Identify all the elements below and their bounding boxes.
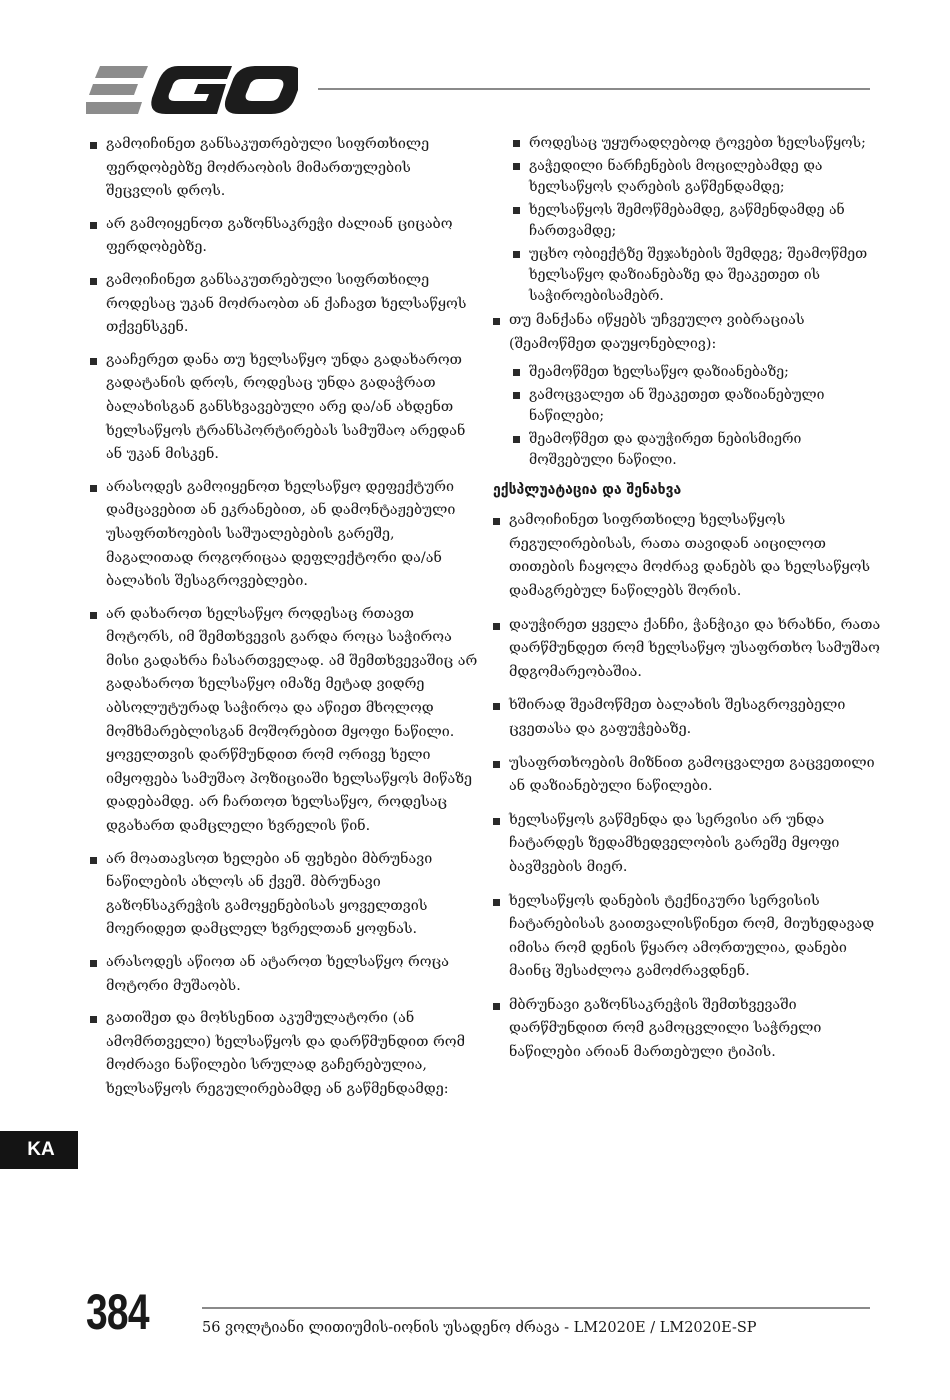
list-item: გათიშეთ და მოხსენით აკუმულატორი (ან ამომრთველი) ხელსაწყოს და დარწმუნდით რომ მოძრავი ნაწილები სრულად გაჩერებულია, ხელსაწყოს რეგულირებამდე ან გაწმენდამდე:	[90, 1007, 480, 1101]
footer-text: 56 ვოლტიანი ლითიუმის-იონის უსადენო ძრავა - LM2020E / LM2020E-SP	[202, 1320, 757, 1336]
list-item: გამოცვალეთ ან შეაკეთეთ დაზიანებული ნაწილები;	[513, 385, 883, 427]
list-item: შეამოწმეთ და დაუჭირეთ ნებისმიერი მოშვებული ნაწილი.	[513, 429, 883, 471]
vibration-item-text: თუ მანქანა იწყებს უჩვეულო ვიბრაციას (შეამოწმეთ დაუყონებლივ):	[509, 312, 805, 352]
vibration-list	[493, 309, 883, 356]
list-item: შეამოწმეთ ხელსაწყო დაზიანებაზე;	[513, 362, 883, 383]
list-item: გამოიჩინეთ სიფრთხილე ხელსაწყოს რეგულირებისას, რათა თავიდან აიცილოთ თითების ჩაყოლა მოძრავ დანებს და ხელსაწყოს დამაგრებულ ნაწილებს შორის.	[493, 509, 883, 603]
list-item: არ დახაროთ ხელსაწყო როდესაც რთავთ მოტორს, იმ შემთხვევის გარდა როცა საჭიროა მისი გადახრა ჩასართველად. ამ შემთხვევაშიც არ გადახაროთ ხელსაწყო იმაზე მეტად ვიდრე აბსოლუტურად საჭიროა და აწიეთ მხოლოდ მომხმარებლისგან მოშორებით მყოფი ნაწილი. ყოველთვის დარწმუნდით რომ ორივე ხელი იმყოფება სამუშაო პოზიციაში ხელსაწყოს მიწაზე დადებამდე. არ ჩართოთ ხელსაწყო, როდესაც დგახართ დამცლელი ხვრელის წინ.	[90, 603, 480, 839]
list-item: ხელსაწყოს გაწმენდა და სერვისი არ უნდა ჩატარდეს ზედამხედველობის გარეშე მყოფი ბავშვების მიერ.	[493, 809, 883, 880]
list-item: ხშირად შეამოწმეთ ბალახის შესაგროვებელი ცვეთასა და გაფუჭებაზე.	[493, 694, 883, 741]
list-item: გააჩერეთ დანა თუ ხელსაწყო უნდა გადახაროთ გადატანის დროს, როდესაც უნდა გადაჭრათ ბალახისგან განსხვავებული არე და/ან ახდენთ ხელსაწყოს ტრანსპორტირებას სამუშაო არედან ან უკან მისკენ.	[90, 349, 480, 467]
list-item: არ გამოიყენოთ გაზონსაკრეჭი ძალიან ციცაბო ფერდობებზე.	[90, 213, 480, 260]
ego-logo	[86, 66, 298, 114]
list-item	[493, 309, 883, 356]
list-item: როდესაც უყურადღებოდ ტოვებთ ხელსაწყოს;	[513, 133, 883, 154]
list-item: უსაფრთხოების მიზნით გამოცვალეთ გაცვეთილი ან დაზიანებული ნაწილები.	[493, 752, 883, 799]
maintenance-list	[493, 509, 883, 1064]
footer-rule	[202, 1307, 870, 1309]
left-column	[90, 133, 480, 1111]
list-item: მბრუნავი გაზონსაკრეჭის შემთხვევაში დარწმუნდით რომ გამოცვლილი საჭრელი ნაწილები არიან მართებული ტიპის.	[493, 994, 883, 1065]
list-item: არასოდეს გამოიყენოთ ხელსაწყო დეფექტური დამცავებით ან ეკრანებით, ან დამონტაჟებული უსაფრთხოების საშუალებების გარეშე, მაგალითად როგორიცაა დეფლექტორი და/ან ბალახის შესაგროვებლები.	[90, 476, 480, 594]
list-item: გაჭედილი ნარჩენების მოცილებამდე და ხელსაწყოს ღარების გაწმენდამდე;	[513, 156, 883, 198]
list-item: არასოდეს აწიოთ ან ატაროთ ხელსაწყო როცა მოტორი მუშაობს.	[90, 951, 480, 998]
list-item: არ მოათავსოთ ხელები ან ფეხები მბრუნავი ნაწილების ახლოს ან ქვეშ. მბრუნავი გაზონსაკრეჭის გამოყენებისას ყოველთვის მოერიდეთ დამცლელ ხვრელთან ყოფნას.	[90, 848, 480, 942]
list-item: დაუჭირეთ ყველა ქანჩი, ჭანჭიკი და ხრახნი, რათა დარწმუნდეთ რომ ხელსაწყო უსაფრთხო სამუშაო მდგომარეობაშია.	[493, 614, 883, 685]
list-item: ხელსაწყოს დანების ტექნიკური სერვისის ჩატარებისას გაითვალისწინეთ რომ, მიუხედავად იმისა რომ დენის წყარო ამორთულია, დანები მაინც შესაძლოა გამოძრავდნენ.	[493, 890, 883, 984]
list-item: უცხო ობიექტზე შეჯახების შემდეგ; შეამოწმეთ ხელსაწყო დაზიანებაზე და შეაკეთეთ ის საჭიროებისამებრ.	[513, 244, 883, 307]
language-tab: KA	[0, 1131, 78, 1169]
page-number: 384	[86, 1284, 149, 1340]
vibration-sub-list	[513, 362, 883, 471]
header-rule	[318, 88, 870, 90]
list-item: ხელსაწყოს შემოწმებამდე, გაწმენდამდე ან ჩართვამდე;	[513, 200, 883, 242]
right-column	[493, 133, 883, 1075]
safety-list	[90, 133, 480, 1102]
list-item: გამოიჩინეთ განსაკუთრებული სიფრთხილე ფერდობებზე მოძრაობის მიმართულების შეცვლის დროს.	[90, 133, 480, 204]
disconnect-conditions-list	[513, 133, 883, 307]
list-item: გამოიჩინეთ განსაკუთრებული სიფრთხილე როდესაც უკან მოძრაობთ ან ქაჩავთ ხელსაწყოს თქვენსკენ.	[90, 269, 480, 340]
section-heading: ექსპლუატაცია და შენახვა	[493, 482, 682, 499]
